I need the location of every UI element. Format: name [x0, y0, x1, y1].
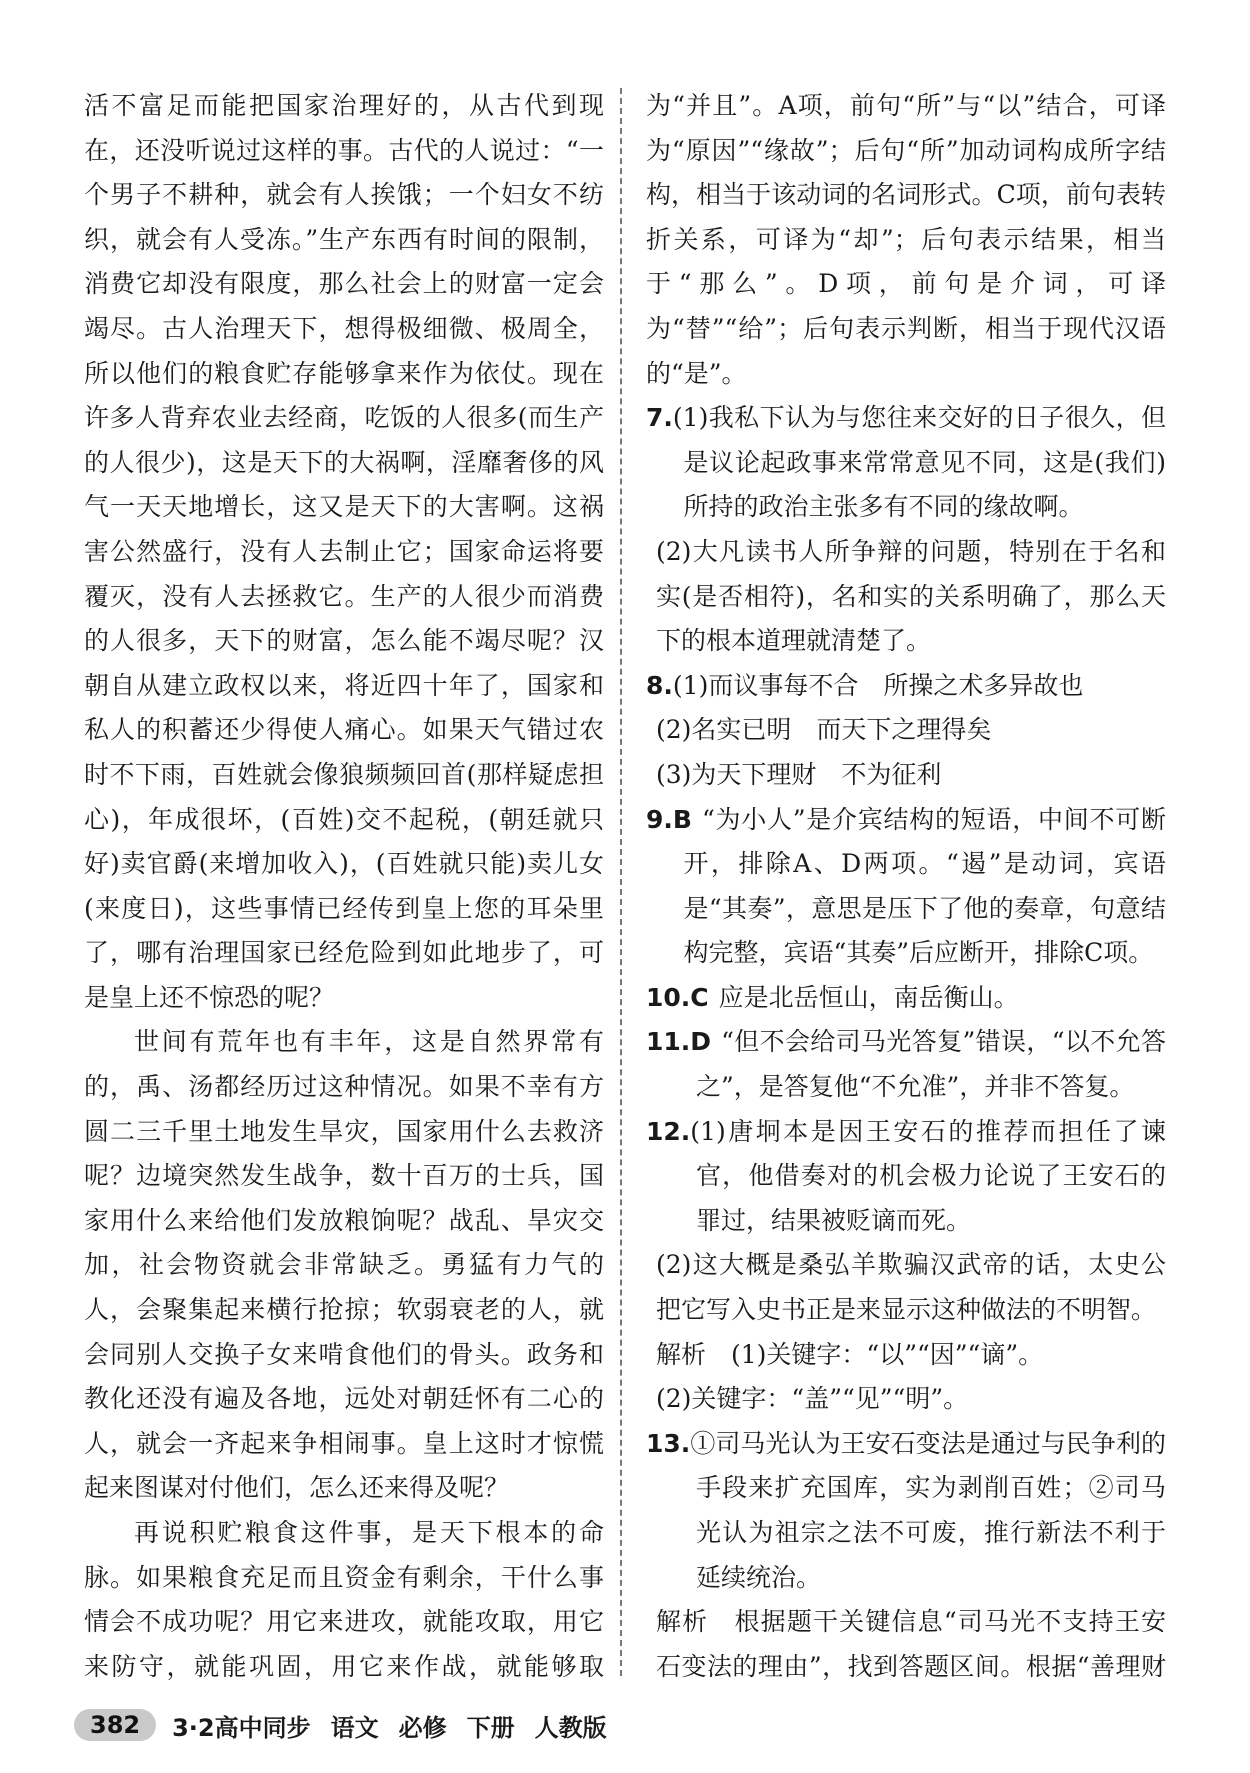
volume-name: 必修: [398, 1713, 447, 1742]
translation-paragraph-1: 活不富足而能把国家治理好的，从古代到现在，还没听说过这样的事。古代的人说过：“一个男子不耕种，就会有人挨饿；一个妇女不纺织，就会有人受冻。”生产东西有时间的限制，消费它却没有限度，那么社会上的财富一定会竭尽。古人治理天下，想得极细微、极周全，所以他们的粮食贮存能够拿来作为依仗。现在许多人背弃农业去经商，吃饭的人很多(而生产的人很少)，这是天下的大祸啊，淫靡奢侈的风气一天天地增长，这又是天下的大害啊。这祸害公然盛行，没有人去制止它；国家命运将要覆灭，没有人去拯救它。生产的人很少而消费的人很多，天下的财富，怎么能不竭尽呢？汉朝自从建立政权以来，将近四十年了，国家和私人的积蓄还少得使人痛心。如果天气错过农时不下雨，百姓就会像狼频频回首(那样疑虑担心)，年成很坏，(百姓)交不起税，(朝廷就只好)卖官爵(来增加收入)，(百姓就只能)卖儿女(来度日)，这些事情已经传到皇上您的耳朵里了，哪有治理国家已经危险到如此地步了，可是皇上还不惊恐的呢？: [84, 91, 604, 1012]
translation-paragraph-3: 再说积贮粮食这件事，是天下根本的命脉。如果粮食充足而且资金有剩余，干什么事情会不成功呢？用它来进攻，就能攻取，用它来防守，就能巩固，用它来作战，就能够取: [84, 1518, 604, 1681]
book-name: 下册: [466, 1713, 515, 1742]
answer-item-12: 12.(1)唐坰本是因王安石的推荐而担任了谏官，他借奏对的机会极力论说了王安石的罪过，结果被贬谪而死。 (2)这大概是桑弘羊欺骗汉武帝的话，太史公把它写入史书正是来显示这种做法的不明智。 解析 (1)关键字：“以”“因”“谪”。 (2)关键字：“盖”“见”“明”。: [646, 1116, 1166, 1414]
column-divider: [620, 88, 622, 1676]
page-number: 382: [74, 1709, 156, 1741]
left-column: [84, 84, 604, 1684]
right-column: [646, 84, 1166, 1684]
answer-item-9: 9.B “为小人”是介宾结构的短语，中间不可断开，排除A、D两项。“遏”是动词，宾语是“其奏”，意思是压下了他的奏章，句意结构完整，宾语“其奏”后应断开，排除C项。: [646, 804, 1166, 968]
edition-name: 人教版: [534, 1713, 607, 1742]
answer-item-13: 13.①司马光认为王安石变法是通过与民争利的手段来扩充国库，实为剥削百姓；②司马光认为祖宗之法不可废，推行新法不利于延续统治。 解析 根据题干关键信息“司马光不支持王安石变法的理由”，找到答题区间。根据“善理财: [646, 1428, 1166, 1681]
answer-item-11: 11.D “但不会给司马光答复”错误，“以不允答之”，是答复他“不允准”，并非不答复。: [646, 1027, 1166, 1102]
answer-item-8: 8.(1)而议事每不合 所操之术多异故也 (2)名实已明 而天下之理得矣 (3)为天下理财 不为征利: [646, 670, 1084, 789]
answer-continuation: 为“并且”。A项，前句“所”与“以”结合，可译为“原因”“缘故”；后句“所”加动词构成所字结构，相当于该动词的名词形式。C项，前句表转折关系，可译为“却”；后句表示结果，相当于“那么”。D项，前句是介词，可译为“替”“给”；后句表示判断，相当于现代汉语的“是”。: [646, 91, 1166, 388]
answer-item-7: 7.(1)我私下认为与您往来交好的日子很久，但是议论起政事来常常意见不同，这是(我们)所持的政治主张多有不同的缘故啊。 (2)大凡读书人所争辩的问题，特别在于名和实(是否相符)，名和实的关系明确了，那么天下的根本道理就清楚了。: [646, 403, 1166, 656]
subject-name: 语文: [330, 1713, 379, 1742]
translation-paragraph-2: 世间有荒年也有丰年，这是自然界常有的，禹、汤都经历过这种情况。如果不幸有方圆二三千里土地发生旱灾，国家用什么去救济呢？边境突然发生战争，数十百万的士兵，国家用什么来给他们发放粮饷呢？战乱、旱灾交加，社会物资就会非常缺乏。勇猛有力气的人，会聚集起来横行抢掠；软弱衰老的人，就会同别人交换子女来啃食他们的骨头。政务和教化还没有遍及各地，远处对朝廷怀有二心的人，就会一齐起来争相闹事。皇上这时才惊慌起来图谋对付他们，怎么还来得及呢？: [84, 1027, 604, 1503]
answer-item-10: 10.C 应是北岳恒山，南岳衡山。: [646, 982, 1019, 1012]
page-footer: [74, 1704, 627, 1746]
series-name: 3·2高中同步: [172, 1713, 311, 1742]
